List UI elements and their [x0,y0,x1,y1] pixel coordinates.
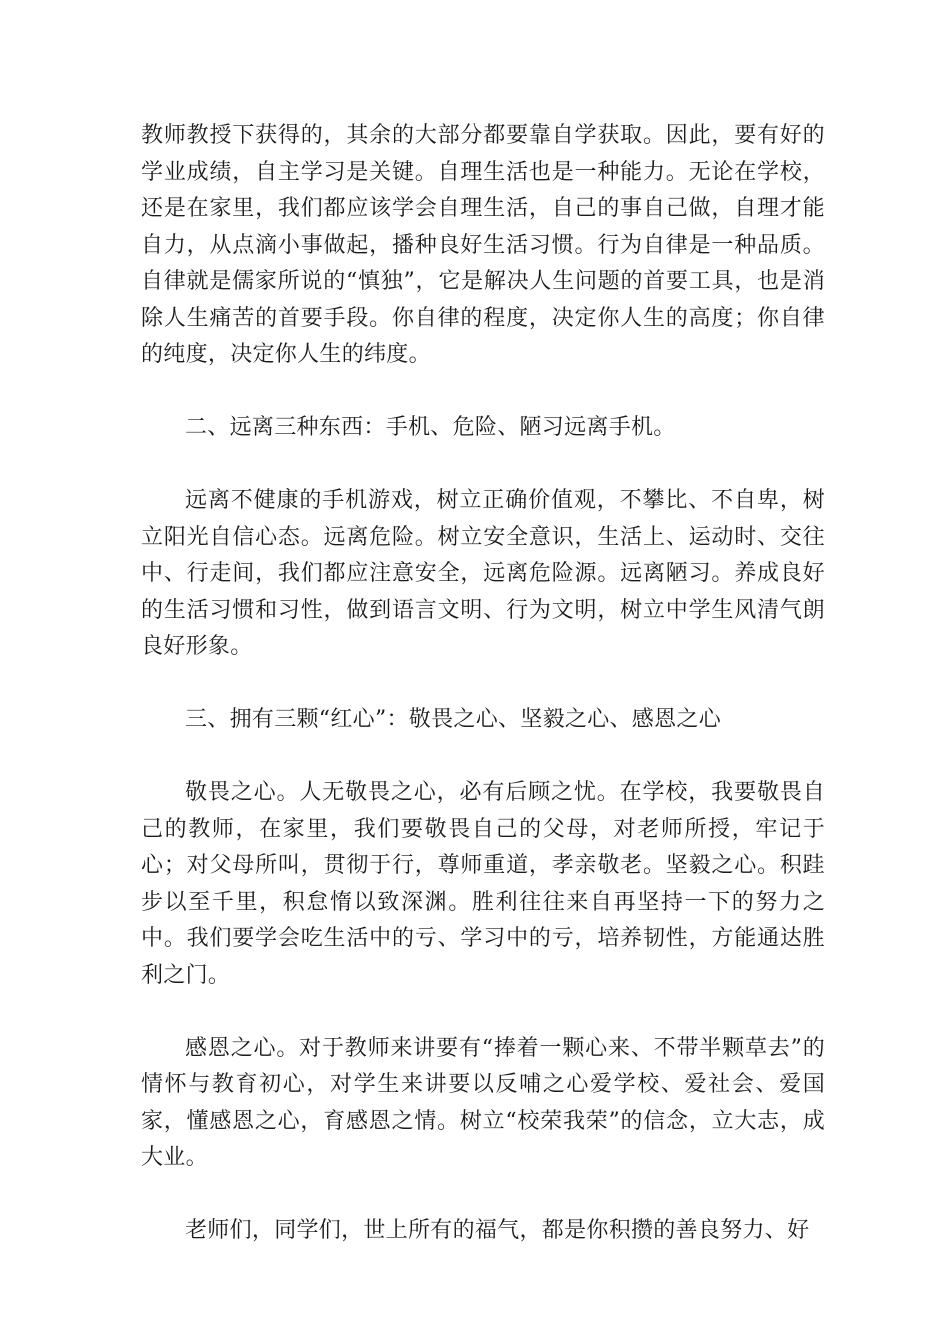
section-heading-three-hearts: 三、拥有三颗“红心”：敬畏之心、坚毅之心、感恩之心 [185,707,721,732]
paragraph-self-discipline: 教师教授下获得的，其余的大部分都要靠自学获取。因此，要有好的学业成绩，自主学习是关键。自理生活也是一种能力。无论在学校，还是在家里，我们都应该学会自理生活，自己的事自己做，自理才能自力，从点滴小事做起，播种良好生活习惯。行为自律是一种品质。自律就是儒家所说的“慎独”，它是解决人生问题的首要工具，也是消除人生痛苦的首要手段。你自律的程度，决定你人生的高度；你自律的纯度，决定你人生的纬度。 [141,123,825,367]
section-heading-stay-away: 二、远离三种东西：手机、危险、陋习远离手机。 [185,415,676,440]
paragraph-closing: 老师们，同学们，世上所有的福气，都是你积攒的善良努力、好 [185,1218,810,1243]
paragraph-reverence: 敬畏之心。人无敬畏之心，必有后顾之忧。在学校，我要敬畏自己的教师，在家里，我们要敬畏自己的父母，对老师所授，牢记于心；对父母所叫，贯彻于行，尊师重道，孝亲敬老。坚毅之心。积跬步以至千里，积怠惰以致深渊。胜利往往来自再坚持一下的努力之中。我们要学会吃生活中的亏、学习中的亏，培养韧性，方能通达胜利之门。 [141,780,825,988]
paragraph-stay-away: 远离不健康的手机游戏，树立正确价值观，不攀比、不自卑，树立阳光自信心态。远离危险。树立安全意识，生活上、运动时、交往中、行走间，我们都应注意安全，远离危险源。远离陋习。养成良好的生活习惯和习性，做到语言文明、行为文明，树立中学生风清气朗良好形象。 [141,488,825,659]
document-body [141,118,825,1286]
paragraph-gratitude: 感恩之心。对于教师来讲要有“捧着一颗心来、不带半颗草去”的情怀与教育初心，对学生来讲要以反哺之心爱学校、爱社会、爱国家，懂感恩之心，育感恩之情。树立“校荣我荣”的信念，立大志，成大业。 [141,1035,825,1170]
